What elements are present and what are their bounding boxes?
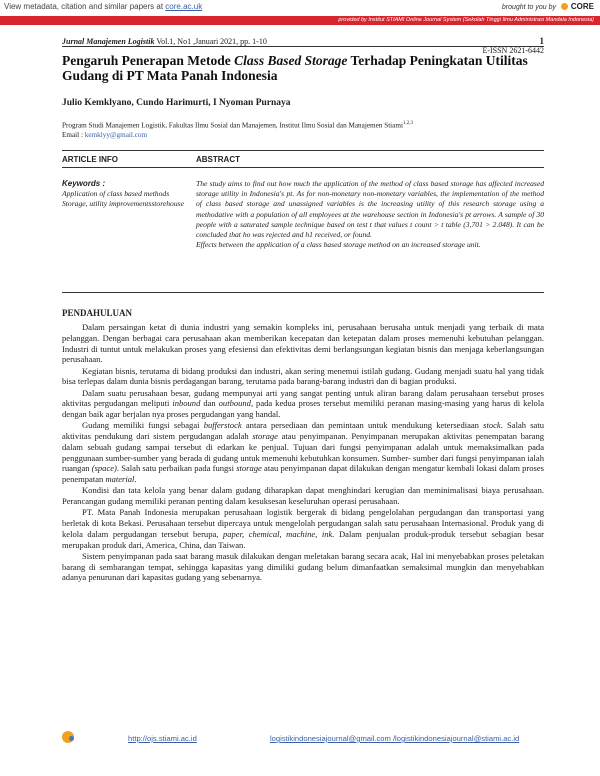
article-info-heading: ARTICLE INFO — [62, 155, 118, 164]
journal-name: Jurnal Manajemen Logistik — [62, 37, 155, 46]
email-label: Email : — [62, 131, 85, 140]
journal-header — [62, 37, 267, 46]
text-italic: storage — [236, 463, 262, 474]
header-divider — [62, 46, 544, 47]
text-run: atau penyimpanan. Penyimpanan merupakan aktivitas penempatan barang dalam sebuah gudang sampai tersebut di edarkan ke penjual. Tujuan dari fungsi penyimpanan adalah untuk memaksimalkan pada penggunaan sumber-sumber yang berada di gudang untuk memenuhi kebutuhkan konsumen. Sumber- sumber dari fungsi penyimpanan ialah ruangan — [62, 431, 544, 474]
keywords-label: Keywords : — [62, 179, 106, 188]
info-mid-rule — [62, 167, 544, 168]
section-heading: PENDAHULUAN — [62, 308, 133, 318]
text-run: . Salah satu perbaikan pada fungsi — [116, 463, 237, 474]
paper-title — [62, 53, 544, 83]
text-run: Gudang memiliki fungsi sebagai — [82, 420, 204, 431]
text-italic: outbound — [218, 398, 251, 409]
paragraph: Sistem penyimpanan pada saat barang masuk dilakukan dengan meletakan barang secara acak, Hal ini menyebabkan proses peletakan barang di sembarangan tempat, sehingga kapasitas yang dimiliki gudang belum dimanfaatkan semaksimal mungkin dan menyebabkan adanya penurunan dari kapasitas gudang yang sebenarnya. — [62, 550, 544, 583]
text-italic: inbound — [172, 398, 201, 409]
paragraph: Dalam persaingan ketat di dunia industri yang semakin kompleks ini, perusahaan berusaha untuk menjadi yang terbaik di mata pelanggan. Dengan berbagai cara perusahaan akan memberikan kecepatan dan ketepatan dalam proses memenuhi kebutuhan pelanggan. Industri di tuntut untuk melakukan proses yang efesiensi dan efektivitas demi berlangsungan kegiatan bisnis dan menjaga keberlangsungan perusahaan. — [62, 322, 544, 365]
abstract-text — [196, 179, 544, 250]
text-italic: paper, chemical, machine, ink. — [222, 528, 335, 539]
email-link[interactable]: kemklyy@gmail.com — [84, 131, 148, 140]
eissn: E-ISSN 2621-6442 — [482, 46, 544, 55]
core-metadata-text — [4, 2, 202, 11]
provided-by-bar — [0, 16, 600, 25]
affiliation: Program Studi Manajemen Logistik, Fakultas Ilmu Sosial dan Manajemen, Institut Ilmu Sosial dan Manajemen Stiami — [62, 121, 403, 130]
text-run: . Salah satu aktivitas pendukung dari sistem pergudangan adalah — [62, 420, 545, 441]
title-part: Terhadap Peningkatan Utilitas Gudang di PT Mata Panah Indonesia — [62, 53, 528, 83]
page-number: 1 — [539, 36, 544, 46]
text-italic: material — [105, 474, 135, 484]
paragraph: Kegiatan bisnis, terutama di bidang produksi dan industri, akan sering menemui istilah gudang. Gudang menjadi suatu hal yang tidak bisa terlepas dalam dunia bisnis perdagangan barang, terutama pada barang-barang industri dan di bagian produksi. — [62, 365, 544, 387]
text-italic: storage — [252, 431, 278, 441]
abstract-paragraph: The study aims to find out how much the application of the method of class based storage has affected increased storage utility in Indonesia's pt. As for non-monetary non-monetary variables, the implementation of the method of class based storage and unassigned variables is the increasing utility of this research storage using a methodative with a population of all employees at the warehouse section in Indonesia's pt arrows. A sample of 30 people with a saturated sample technique based on test t that values t count > t table (3,701 > 2.048). It can be concluded that ho was rejected and h1 received, or found. — [196, 179, 544, 240]
paragraph — [62, 388, 544, 420]
core-link[interactable]: core.ac.uk — [165, 2, 203, 11]
ojs-logo-icon — [62, 731, 74, 743]
core-logo-icon — [561, 3, 568, 10]
title-part: Pengaruh Penerapan Metode — [62, 53, 235, 68]
affiliation-sup: 1,2,3 — [402, 121, 413, 126]
info-bottom-rule — [62, 292, 544, 293]
text-run: , pada kedua proses tersebut memiliki peranan masing-masing yang harus di kelola dengan baik agar berjalan nya proses pergudangan yang handal. — [62, 398, 544, 419]
paragraph: Kondisi dan tata kelola yang benar dalam gudang diharapkan dapat menghindari kerugian dan meminimalisasi biaya perusahaan. Perancangan gudang memiliki peranan penting dalam kesuksesan keseluruhan operasi perusahaan. — [62, 485, 544, 506]
brought-by[interactable] — [502, 2, 594, 11]
text-italic: bufferstock — [203, 420, 242, 431]
text-run: dan — [200, 398, 219, 409]
text-run: Dalam suatu perusahaan besar, gudang mempunyai arti yang sangat penting untuk aliran barang dalam perusahaan tersebut proses aktivitas pergudangan meliputi — [62, 387, 544, 409]
core-topbar — [0, 0, 600, 13]
text-run: antara persediaan dan pemintaan untuk mendukung ketersediaan — [241, 420, 484, 431]
text-italic: stock — [483, 420, 501, 431]
text-run: atau penyimpanan dapat dilakukan dengan mengatur kembali lokasi dalam proses penempatan — [62, 463, 544, 484]
info-top-rule — [62, 150, 544, 151]
affiliation-block — [62, 119, 544, 140]
journal-issue: Vol.1, No1 ,Januari 2021, pp. 1-10 — [156, 37, 267, 46]
core-brand: CORE — [570, 2, 594, 11]
keywords-text: Application of class based methods Storage, utility improvementsstorehouse — [62, 189, 184, 208]
page-footer — [62, 731, 544, 745]
paragraph — [62, 420, 544, 485]
text-italic: (space) — [91, 463, 117, 474]
core-prefix: View metadata, citation and similar papers at — [4, 2, 164, 11]
brought-by-text: brought to you by — [501, 4, 556, 11]
ojs-link[interactable]: http://ojs.stiami.ac.id — [128, 734, 197, 743]
paragraph — [62, 507, 544, 550]
body-text — [62, 322, 544, 584]
email-links[interactable]: logistikindonesiajournal@gmail.com /logistikindonesiajournal@stiami.ac.id — [270, 734, 520, 743]
text-run: . — [134, 474, 137, 484]
keywords-block — [62, 179, 186, 209]
abstract-heading: ABSTRACT — [196, 155, 240, 164]
text-run: PT. Mata Panah Indonesia merupakan perusahaan logistik bergerak di bidang pengelolahan pergudangan dan transportasi yang berletak di kota Bekasi. Perusahaan tersebut dipercaya untuk mengelolah pergudangan salah satu perusahaan Internasional. Produk yang di kelola dalam pergudangan tersebut berupa, — [62, 507, 544, 539]
text-run: Dalam penjualan produk-produk tersebut sebagian besar merupakan produk dari, America, China, dan Taiwan. — [62, 528, 545, 550]
abstract-paragraph: Effects between the application of a class based storage method on an increased storage unit. — [196, 240, 481, 250]
provided-by-text: provided by Institut STIAMI Online Journal System (Sekolah Tinggi Ilmu Administrasi Mandala Indonesia) — [338, 17, 594, 23]
title-italic: Class Based Storage — [234, 53, 348, 68]
authors: Julio Kemklyano, Cundo Harimurti, I Nyoman Purnaya — [62, 98, 291, 108]
